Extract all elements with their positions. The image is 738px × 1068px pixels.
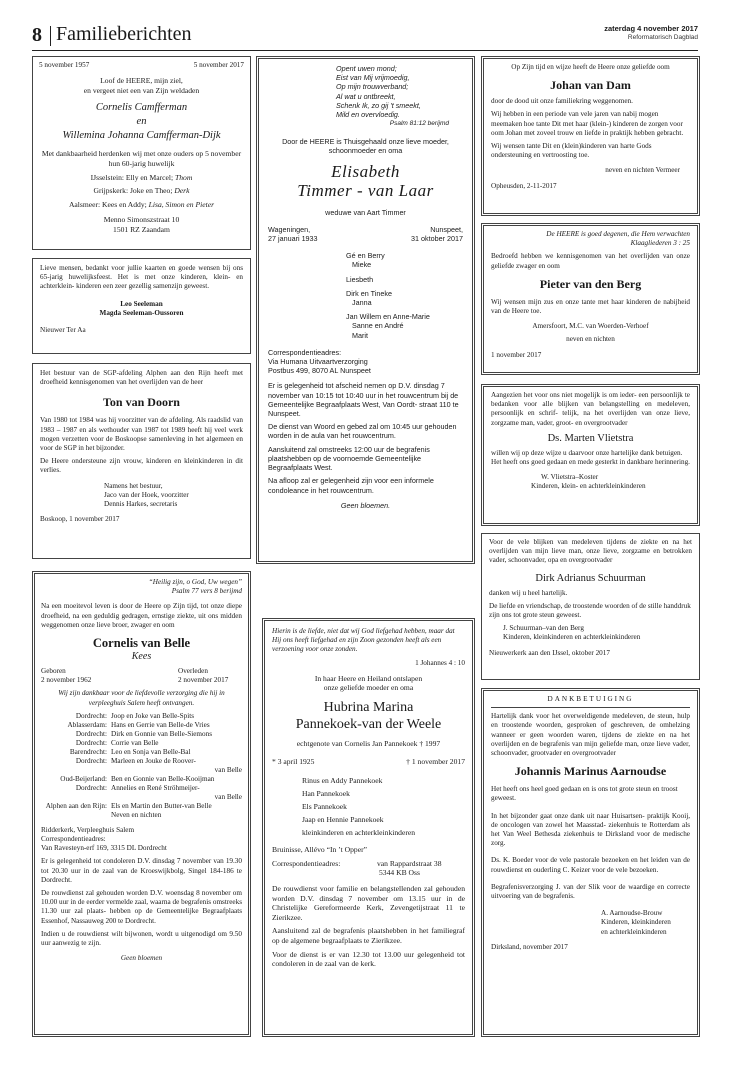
family-line-2 — [39, 186, 244, 196]
anniversary-text: Met dankbaarheid herdenken wij met onze ouders op 5 november hun 60-jarig huwelijk — [41, 149, 242, 168]
family-line-2-children: Derk — [174, 186, 190, 196]
section-title: Familieberichten — [56, 23, 192, 45]
signature-3: Dennis Harkes, secretaris — [104, 500, 178, 509]
place: Nieuwer Ter Aa — [40, 326, 86, 335]
signature-1: Namens het bestuur, — [104, 481, 163, 490]
intro-text: Na een moeitevol leven is door de Heere op Zijn tijd, tot onze diepe droefheid, na een geduldig gedragen, ernstige ziekte, uit ons midden weggenomen onze lieve broer, zwager en oom — [41, 602, 242, 629]
family-names: Ben en Gonnie van Belle-Kooijman — [111, 774, 215, 783]
farewell-text: Er is gelegenheid tot afscheid nemen op D.V. dinsdag 7 november van 10:15 tot 10:40 uur in het rouwcentrum bij de Gemeentelijke Begraafplaats West, Van Oordt- straat 110 te Nunspeet. — [268, 381, 459, 419]
family-line-2-names: Grijpskerk: Joke en Theo; — [93, 186, 175, 196]
died-date: † 1 november 2017 — [406, 756, 465, 766]
family-names-cont: van Belle — [214, 765, 242, 774]
life-dates — [272, 757, 465, 767]
correspondence-label: Correspondentieadres: — [268, 347, 342, 357]
born-label: Geboren — [41, 667, 66, 676]
thanks-text: Lieve mensen, bedankt voor jullie kaarten en goede wensen bij ons 65-jarig huwelijksfeest. Het is met onze kinderen, klein- en achterklein- kinderen een zeer gezellig samenzijn geweest. — [40, 264, 243, 291]
body-text: Wij wensen mijn zus en onze tante met haar kinderen de nabijheid van de Heere toe. — [491, 297, 690, 316]
family-place: Alphen aan den Rijn: — [45, 801, 107, 810]
signature-2: Magda Seeleman-Oussoren — [99, 308, 184, 317]
deceased-name: Johannis Marinus Aarnoudse — [514, 764, 667, 779]
aarnoudse-thanks-ad — [481, 688, 700, 1037]
pannekoek-obituary-ad — [262, 618, 475, 1037]
family-names — [111, 757, 242, 775]
timmer-obituary-ad — [256, 56, 475, 564]
page-number: 8 — [32, 24, 42, 46]
condolence-text: Voor de dienst is er van 12.30 tot 13.00 uur gelegenheid tot condoleren in de zaal van de kerk. — [272, 949, 465, 969]
family-line-3-names: Aalsmeer: Kees en Addy; — [68, 199, 149, 209]
family-place: Dordrecht: — [75, 738, 107, 747]
condolence-text: Er is gelegenheid tot condoleren D.V. dinsdag 7 november van 19.30 tot 20.30 uur in de zaal van de Kroeswijkbolg, Singel 184-186 te Dordrecht. — [41, 857, 242, 884]
correspondence-address: Van Ravesteyn-erf 169, 3315 DL Dordrecht — [41, 844, 167, 853]
signature-3: en achterkleinkinderen — [601, 927, 667, 936]
deceased-last-name: Timmer - van Laar — [297, 180, 434, 200]
header-rule — [32, 50, 698, 51]
signature: neven en nichten Vermeer — [605, 166, 680, 175]
family-list — [272, 774, 465, 839]
footer-place-date: Dirksland, november 2017 — [491, 942, 568, 951]
family-line-3-children: Lisa, Simon en Pieter — [148, 199, 215, 209]
burial-text: Aansluitend zal omstreeks 12:00 uur de begrafenis plaatshebben op de voornoemde Gemeentelijke Begraafplaats West. — [268, 444, 430, 473]
deceased-name: Cornelis van Belle — [92, 636, 191, 651]
ad-title: DANKBETUIGING — [547, 695, 634, 703]
family-list — [268, 251, 463, 340]
family-names-line: Annelies en René Ströhmeijer- — [111, 783, 200, 792]
correspondence — [272, 859, 465, 869]
place: Bruinisse, Allévo “In ’t Opper” — [272, 845, 367, 855]
family-line-3 — [39, 200, 244, 210]
van-belle-obituary-ad — [32, 571, 251, 1037]
correspondence-line-2: 5344 KB Oss — [379, 868, 420, 878]
body-text-2: Het heeft ons goed gedaan en mede gesterkt in dankbare herinnering. — [491, 458, 690, 467]
poem — [268, 64, 463, 119]
body-text-4: Begrafenisverzorging J. van der Slik voor de waardige en correcte uitvoering van de begrafenis. — [491, 882, 690, 901]
correspondence-label: Correspondentieadres: — [272, 858, 341, 868]
died-date: 31 oktober 2017 — [411, 234, 463, 244]
place: Ridderkerk, Verpleeghuis Salem — [41, 825, 135, 834]
service-text: De dienst van Woord en gebed zal om 10:45 uur gehouden worden in de aula van het rouwcentrum. — [268, 422, 457, 441]
body-text-1: Wij hebben in een periode van vele jaren van nabij mogen meemaken hoe tante Dit met haar (klein-) kinderen de zorgen voor oom Johan met zoveel trouw en liefde in praktijk hebben gebracht. — [491, 110, 684, 137]
nickname: Kees — [131, 651, 152, 663]
body-text-1: willen wij op deze wijze u daarvoor onze hartelijke dank betuigen. — [491, 448, 683, 457]
intro-text: Bedroefd hebben we kennisgenomen van het overlijden van onze geliefde zwager en oom — [491, 252, 690, 270]
schuurman-thanks-ad — [481, 533, 700, 680]
intro-text: Voor de vele blijken van medeleven tijdens de ziekte en na het overlijden van mijn lieve man, onze lieve, zorgzame en betrokken vader, schoonvader, opa en overgrootvader — [489, 538, 692, 565]
spouse-line: echtgenote van Cornelis Jan Pannekoek † 1997 — [296, 739, 441, 748]
quote-reference: 1 Johannes 4 : 10 — [415, 658, 465, 667]
correspondence-label: Correspondentieadres: — [41, 835, 106, 844]
family-line: Jaap en Hennie Pannekoek — [302, 815, 384, 825]
signature-2: Kinderen, klein- en achterkleinkinderen — [531, 482, 646, 491]
signature-2: neven en nichten — [566, 335, 615, 344]
quote-reference: Psalm 77 vers 8 berijmd — [171, 587, 242, 596]
family-line: Els Pannekoek — [302, 802, 347, 812]
header-divider — [50, 26, 51, 46]
family-place: Dordrecht: — [75, 756, 107, 765]
born-date: * 3 april 1925 — [272, 756, 315, 766]
family-line: Han Pannekoek — [302, 789, 350, 799]
dates — [41, 676, 242, 685]
family-names-line: Marleen en Jouke de Roover- — [111, 756, 196, 765]
anniversary-ad — [32, 56, 251, 250]
poem-line: Eist van Mij vrijmoedig, — [336, 73, 410, 83]
family-line: Jan Willem en Anne-Marie — [346, 312, 430, 322]
intro-line-1: Loof de HEERE, mijn ziel, — [100, 76, 183, 86]
title-rule — [491, 707, 690, 708]
family-names: Hans en Gerrie van Belle-de Vries — [111, 720, 210, 729]
date-right: 5 november 2017 — [193, 61, 244, 69]
thanks-text: Wij zijn dankbaar voor de liefdevolle verzorging die hij in verpleeghuis Salem heeft ontvangen. — [58, 689, 225, 707]
flowers-note: Geen bloemen — [120, 954, 163, 963]
spouse-name-2: Willemina Johanna Camfferman-Dijk — [62, 130, 221, 142]
signature-1: J. Schuurman–van den Berg — [503, 624, 584, 633]
intro-text: Door de HEERE is Thuisgehaald onze lieve moeder, schoonmoeder en oma — [282, 137, 449, 156]
dates-labels — [41, 667, 242, 676]
quote-reference: Klaagliederen 3 : 25 — [630, 239, 690, 248]
body-text-1: Van 1980 tot 1984 was hij voorzitter van de afdeling. Als raadslid van 1983 – 1987 en als wethouder van 1987 tot 1989 heeft hij veel werk mogen verzetten voor de Boskoopse samenleving in het algemeen en voor de SGP in het bijzonder. — [40, 416, 243, 453]
family-row — [41, 730, 242, 739]
family-line-1-children: Thom — [175, 172, 193, 182]
correspondence-line-2: Postbus 499, 8070 AL Nunspeet — [268, 366, 371, 376]
body-text-1: Het heeft ons heel goed gedaan en is ons tot grote steun en troost geweest. — [491, 785, 678, 803]
burial-text: Aansluitend zal de begrafenis plaatshebben in het familiegraf op de algemene begraafplaats te Zierikzee. — [272, 926, 465, 945]
deceased-name: Dirk Adrianus Schuurman — [535, 572, 646, 584]
poem-line: Op mijn trouwverband; — [336, 82, 409, 92]
family-place: Ablasserdam: — [67, 720, 107, 729]
family-line: Marit — [352, 330, 368, 340]
intro-line-2: en vergeet niet een van Zijn weldaden — [83, 85, 200, 95]
correspondence-line-1: van Rappardstraat 38 — [377, 858, 442, 868]
family-row — [41, 721, 242, 730]
deceased-last-name: Pannekoek-van der Weele — [295, 717, 442, 732]
poem-line: Schenk Ik, zo gij 't smeekt, — [336, 100, 421, 110]
footer-place-date: Boskoop, 1 november 2017 — [40, 515, 120, 524]
poem-line: Al wat u ontbreekt, — [336, 91, 396, 101]
family-row — [41, 712, 242, 721]
widow-of: weduwe van Aart Timmer — [325, 207, 406, 217]
signature-1: Leo Seeleman — [120, 299, 163, 308]
signature-2: Kinderen, kleinkinderen — [601, 918, 671, 927]
intro-text: Hartelijk dank voor het overweldigende medeleven, de steun, hulp en troostende woorden, gesproken of geschreven, de omhelzing wanneer er geen woorden waren, tijdens de ziekte en na het overlijden en de begrafenis van mijn geliefde man, onze lieve vader, schoonvader, grootvader en overgrootvader — [491, 712, 690, 758]
family-line: kleinkinderen en achterkleinkinderen — [302, 828, 416, 838]
family-row — [41, 757, 242, 775]
poem-line: Opent uwen mond; — [336, 64, 397, 73]
deceased-name: Pieter van den Berg — [539, 276, 642, 291]
family-row — [41, 811, 242, 820]
family-row — [41, 775, 242, 784]
died-place: Nunspeet, — [430, 224, 463, 234]
family-place: Oud-Beijerland: — [60, 774, 107, 783]
conjunction: en — [136, 116, 147, 128]
flowers-note: Geen bloemen. — [340, 500, 391, 510]
body-text-2: In het bijzonder gaat onze dank uit naar Huisartsen- praktijk Kooij, de oncologen van zowel het Maasstad- ziekenhuis te Rotterdam als het Van Weel Bethesda ziekenhuis te Dirksland voor de medische zorg. — [491, 811, 690, 848]
deceased-name: Ton van Doorn — [103, 395, 180, 410]
family-place: Dordrecht: — [75, 729, 107, 738]
family-row — [41, 802, 242, 811]
address-line-2: 1501 RZ Zaandam — [113, 224, 170, 234]
footer-place-date: Nieuwerkerk aan den IJssel, oktober 2017 — [489, 648, 610, 657]
subtitle: door de dood uit onze familiekring weggenomen. — [491, 97, 633, 106]
deceased-name: Ds. Marten Vlietstra — [547, 432, 634, 444]
family-line-1 — [39, 173, 244, 183]
family-row — [41, 748, 242, 757]
date-left: 5 november 1957 — [39, 61, 90, 69]
family-names: Dirk en Gonnie van Belle-Siemons — [111, 729, 213, 738]
body-text-3: Ds. K. Boeder voor de vele pastorale bezoeken en het leiden van de rouwdienst en ouderling C. Keizer voor de vele bezoeken. — [491, 856, 690, 874]
family-place — [41, 811, 111, 820]
died-label: Overleden — [178, 667, 208, 676]
life-dates — [268, 234, 463, 243]
service-text: De rouwdienst voor familie en belangstellenden zal gehouden worden D.V. dinsdag 7 november om 13.15 uur in de Christelijke Gereformeerde Kerk, Zevengetijstraat 11 te Zierikzee. — [272, 883, 465, 922]
family-row — [41, 739, 242, 748]
quote: Hierin is de liefde, niet dat wij God liefgehad hebben, maar dat Hij ons heeft liefgehad en zijn Zoon gezonden heeft als een verzoening voor onze zonden. — [272, 627, 455, 654]
intro-text: Aangezien het voor ons niet mogelijk is om ieder- een persoonlijk te bedanken voor alle blijken van belangstelling en medeleven, persoonlijk en schrif- telijk, na het overlijden van onze lieve, zorgzame man, vader, groot- en overgrootvader — [491, 391, 690, 427]
family-line: Mieke — [352, 260, 372, 270]
signature-2: Kinderen, kleinkinderen en achterkleinkinderen — [503, 633, 641, 642]
family-names: Leo en Sonja van Belle-Bal — [111, 747, 191, 756]
footer-place-date: Opheusden, 2-11-2017 — [491, 181, 557, 190]
issue-date: zaterdag 4 november 2017 — [604, 24, 698, 33]
signature-1: A. Aarnoudse-Brouw — [601, 909, 663, 918]
family-line: Dirk en Tineke — [346, 288, 392, 298]
anniversary-dates — [39, 61, 244, 70]
deceased-first-names: Hubrina Marina — [323, 700, 414, 715]
deceased-first-name: Elisabeth — [331, 161, 400, 181]
family-list — [41, 712, 242, 820]
family-names: Neven en nichten — [111, 810, 162, 819]
paper-name: Reformatorisch Dagblad — [627, 34, 698, 41]
born-place: Wageningen, — [268, 224, 311, 234]
family-names: Joop en Joke van Belle-Spits — [111, 711, 195, 720]
family-place: Barendrecht: — [69, 747, 107, 756]
poem-line: Mild en overvloedig. — [336, 110, 400, 120]
family-names — [111, 784, 242, 802]
family-line: Janna — [352, 298, 372, 308]
quote: De HEERE is goed degenen, die Hem verwachten — [546, 230, 690, 238]
quote: “Heilig zijn, o God, Uw wegen” — [148, 578, 242, 586]
intro-line-1: In haar Heere en Heiland ontslapen — [314, 673, 423, 683]
body-text-2: De Heere ondersteune zijn vrouw, kinderen en kleinkinderen in dit verlies. — [40, 457, 243, 475]
family-place: Dordrecht: — [75, 711, 107, 720]
signature-2: Jaco van der Hoek, voorzitter — [104, 490, 189, 499]
body-text-2: Wij wensen tante Dit en (klein)kinderen van harte Gods ondersteuning en vertroosting toe. — [491, 142, 652, 160]
attendance-text: Indien u de rouwdienst wilt bijwonen, wordt u uitgenodigd om 9.50 uur aanwezig te zijn. — [41, 929, 242, 948]
signature-1: Amersfoort, M.C. van Woerden-Verhoef — [532, 322, 649, 331]
born-date: 27 januari 1933 — [268, 234, 318, 244]
van-den-berg-obituary-ad — [481, 223, 700, 375]
family-place: Dordrecht: — [75, 783, 107, 792]
deceased-name: Johan van Dam — [550, 78, 631, 93]
family-row — [41, 784, 242, 802]
family-names: Corrie van Belle — [111, 738, 159, 747]
thanks-ad — [32, 258, 251, 354]
family-line: Liesbeth — [346, 274, 374, 284]
body-text-2: De liefde en vriendschap, de troostende woorden of de stille handdruk zijn ons tot grote steun geweest. — [489, 601, 691, 620]
spouse-name-1: Cornelis Camfferman — [95, 102, 188, 114]
family-line-1-names: IJsselstein: Elly en Marcel; — [90, 172, 176, 182]
family-line: Sanne en André — [352, 321, 404, 331]
family-names-cont: van Belle — [214, 792, 242, 801]
intro-line-2: onze geliefde moeder en oma — [323, 683, 414, 693]
intro-text: Op Zijn tijd en wijze heeft de Heere onze geliefde oom — [511, 63, 670, 71]
life-places — [268, 225, 463, 234]
service-text: De rouwdienst zal gehouden worden D.V. woensdag 8 november om 10.00 uur in de eerder vermelde zaal, waarna de begrafenis omstreeks 11.30 uur zal plaats- hebben op de Gemeentelijke Begraafplaats Essenhof, Nassauweg 200 te Dordrecht. — [41, 889, 242, 925]
footer-date: 1 november 2017 — [491, 350, 542, 359]
vlietstra-thanks-ad — [481, 384, 700, 526]
correspondence-line-1: Via Humana Uitvaartverzorging — [268, 357, 368, 367]
van-dam-obituary-ad — [481, 56, 700, 216]
sgp-obituary-ad — [32, 363, 251, 559]
body-text-1: danken wij u heel hartelijk. — [489, 588, 568, 597]
family-line: Gé en Berry — [346, 251, 385, 261]
born-date: 2 november 1962 — [41, 676, 92, 685]
signature-1: W. Vlietstra–Koster — [541, 473, 599, 482]
address-line-1: Menno Simonszstraat 10 — [103, 215, 180, 225]
died-date: 2 november 2017 — [178, 676, 229, 685]
condolence-text: Na afloop zal er gelegenheid zijn voor een informele condoleance in het rouwcentrum. — [268, 476, 434, 495]
family-line: Rinus en Addy Pannekoek — [302, 776, 383, 786]
family-names: Els en Martin den Butter-van Belle — [111, 801, 212, 810]
poem-reference: Psalm 81:12 berijmd — [389, 120, 449, 128]
intro-text: Het bestuur van de SGP-afdeling Alphen aan den Rijn heeft met droefheid kennisgenomen van het overlijden van de heer — [40, 369, 243, 387]
